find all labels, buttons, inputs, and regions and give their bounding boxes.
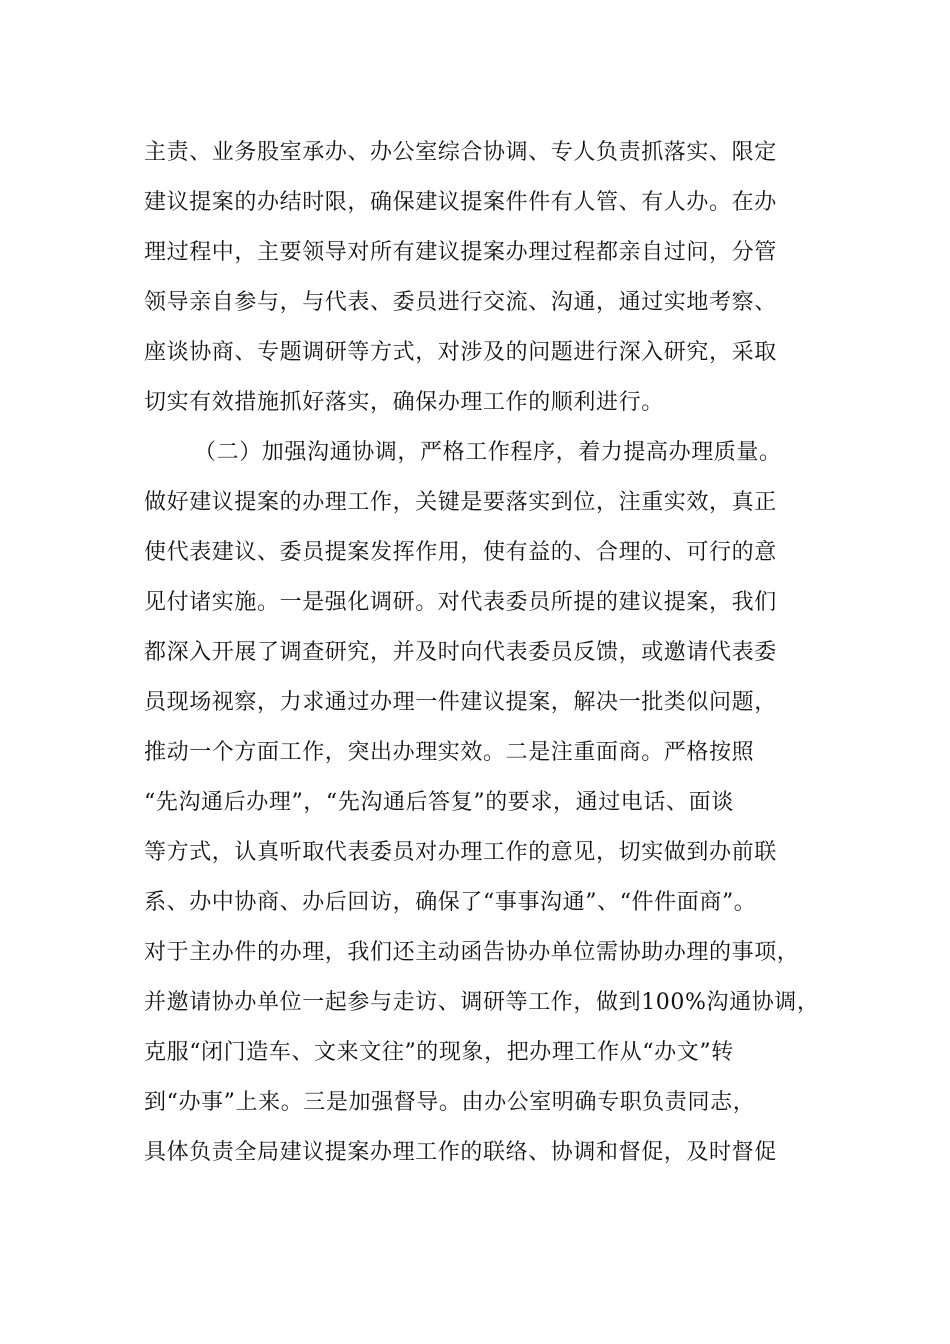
text-line: 到“办事”上来。三是加强督导。由办公室明确专职负责同志， [144, 1090, 756, 1115]
text-line: 员现场视察，力求通过办理一件建议提案，解决一批类似问题， [144, 690, 777, 715]
text-line: 具体负责全局建议提案办理工作的联络、协调和督促，及时督促 [144, 1140, 777, 1165]
text-line: 见付诸实施。一是强化调研。对代表委员所提的建议提案，我们 [144, 590, 777, 615]
body-text [144, 128, 824, 1178]
text-line: 并邀请协办单位一起参与走访、调研等工作，做到100%沟通协调， [144, 990, 820, 1015]
text-line: 都深入开展了调查研究，并及时向代表委员反馈，或邀请代表委 [144, 640, 777, 665]
text-line: 切实有效措施抓好落实，确保办理工作的顺利进行。 [144, 390, 664, 415]
text-line: “先沟通后办理”，“先沟通后答复”的要求，通过电话、面谈 [144, 790, 734, 815]
text-line: 主责、业务股室承办、办公室综合协调、专人负责抓落实、限定 [144, 140, 777, 165]
text-line: 建议提案的办结时限，确保建议提案件件有人管、有人办。在办 [144, 190, 777, 215]
text-line: 推动一个方面工作，突出办理实效。二是注重面商。严格按照 [144, 740, 755, 765]
text-line: 克服“闭门造车、文来文往”的现象，把办理工作从“办文”转 [144, 1040, 734, 1065]
text-line: 做好建议提案的办理工作，关键是要落实到位，注重实效，真正 [144, 490, 777, 515]
text-line: 领导亲自参与，与代表、委员进行交流、沟通，通过实地考察、 [144, 290, 777, 315]
text-line: 等方式，认真听取代表委员对办理工作的意见，切实做到办前联 [144, 840, 777, 865]
text-line: 系、办中协商、办后回访，确保了“事事沟通”、“件件面商”。 [144, 890, 757, 915]
text-line: 理过程中，主要领导对所有建议提案办理过程都亲自过问，分管 [144, 240, 777, 265]
text-line: 对于主办件的办理，我们还主动函告协办单位需协助办理的事项， [144, 940, 800, 965]
text-line: 使代表建议、委员提案发挥作用，使有益的、合理的、可行的意 [144, 540, 777, 565]
text-line: 座谈协商、专题调研等方式，对涉及的问题进行深入研究，采取 [144, 340, 777, 365]
section-heading-line: （二）加强沟通协调，严格工作程序，着力提高办理质量。 [194, 440, 782, 465]
